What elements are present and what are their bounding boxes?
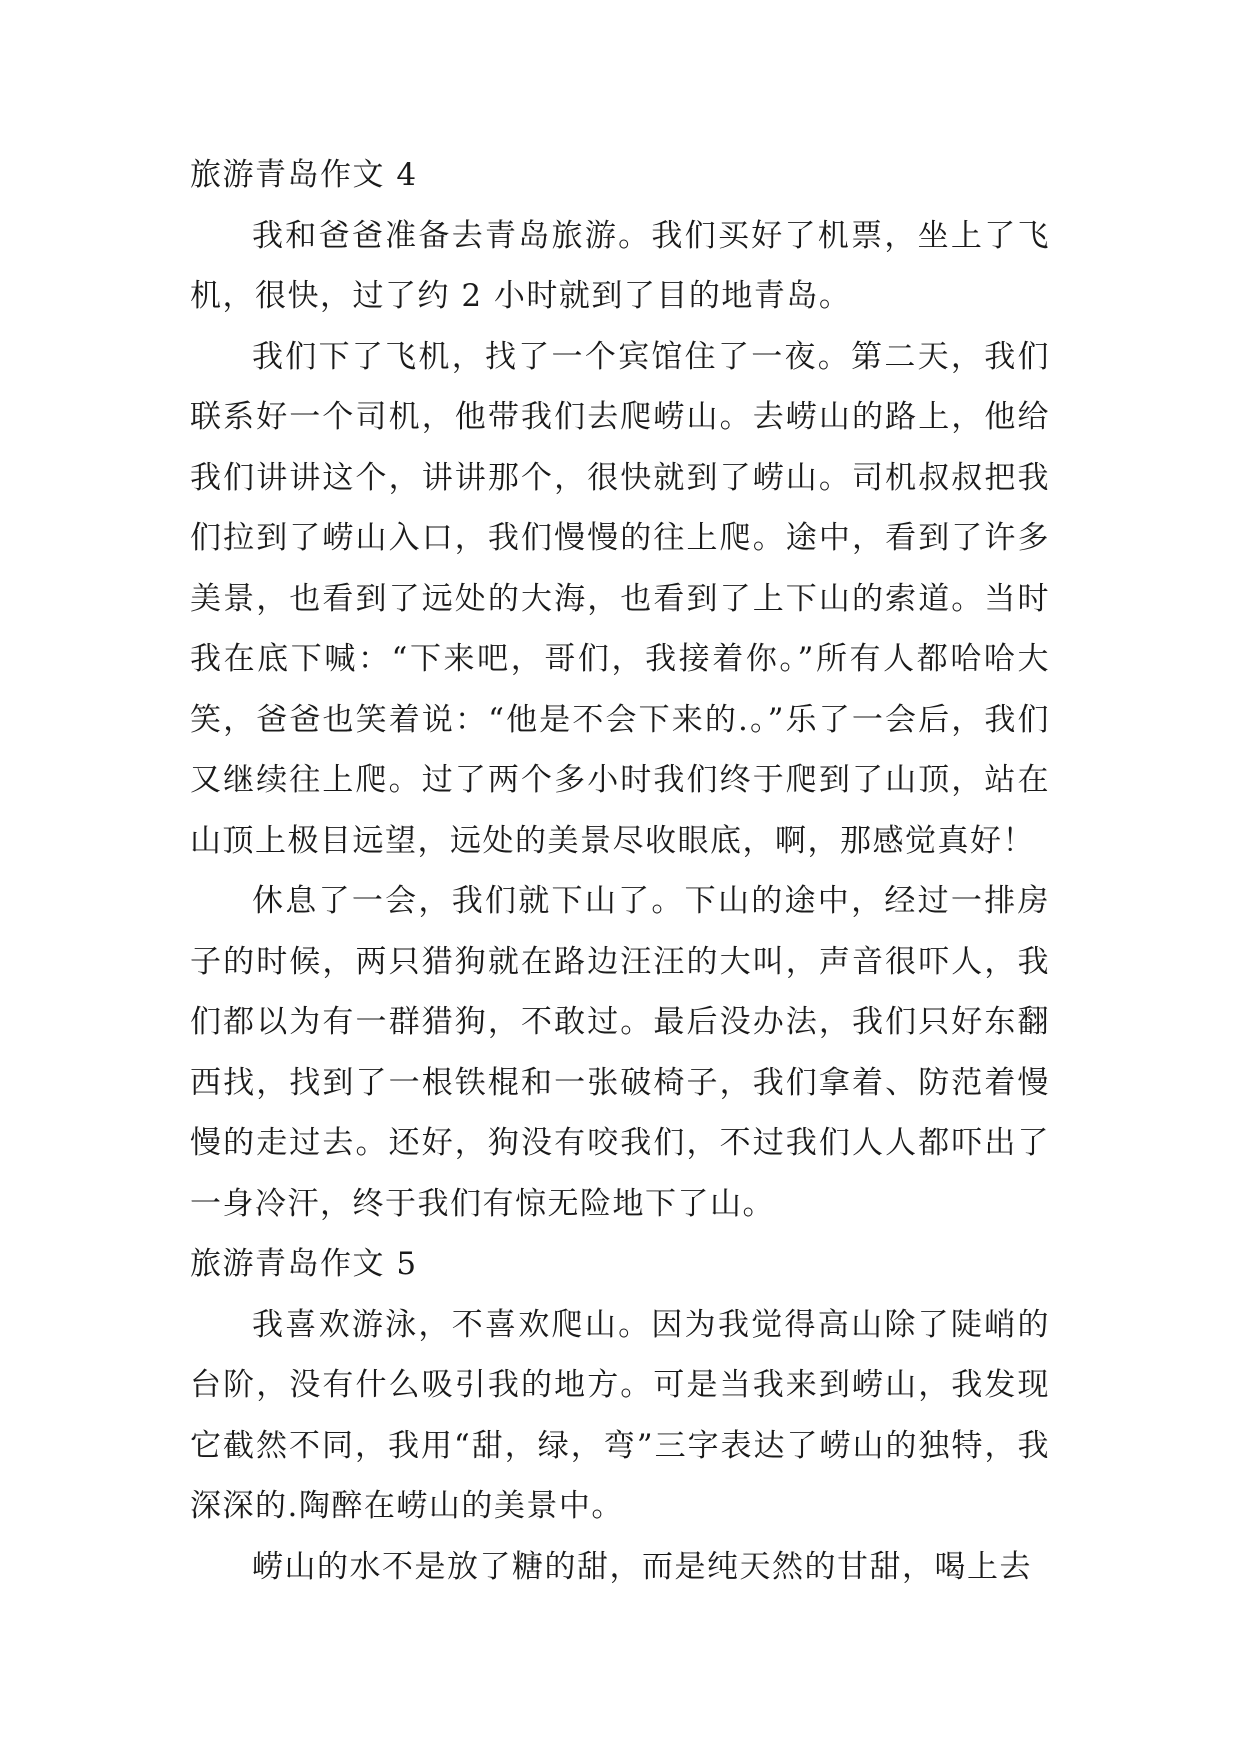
paragraph: 我喜欢游泳，不喜欢爬山。因为我觉得高山除了陡峭的台阶，没有什么吸引我的地方。可是当我来到崂山，我发现它截然不同，我用“甜，绿，弯”三字表达了崂山的独特，我深深的.陶醉在崂山的美景中。 bbox=[190, 1306, 1050, 1524]
section-heading: 旅游青岛作文 5 bbox=[190, 1246, 418, 1282]
paragraph: 崂山的水不是放了糖的甜，而是纯天然的甘甜，喝上去 bbox=[252, 1548, 1032, 1585]
document-page bbox=[190, 145, 1050, 1597]
paragraph: 我和爸爸准备去青岛旅游。我们买好了机票，坐上了飞机，很快，过了约 2 小时就到了目的地青岛。 bbox=[190, 217, 1050, 314]
paragraph: 休息了一会，我们就下山了。下山的途中，经过一排房子的时候，两只猎狗就在路边汪汪的大叫，声音很吓人，我们都以为有一群猎狗，不敢过。最后没办法，我们只好东翻西找，找到了一根铁棍和一张破椅子，我们拿着、防范着慢慢的走过去。还好，狗没有咬我们，不过我们人人都吓出了一身冷汗，终于我们有惊无险地下了山。 bbox=[190, 883, 1050, 1222]
paragraph: 我们下了飞机，找了一个宾馆住了一夜。第二天，我们联系好一个司机，他带我们去爬崂山。去崂山的路上，他给我们讲讲这个，讲讲那个，很快就到了崂山。司机叔叔把我们拉到了崂山入口，我们慢慢的往上爬。途中，看到了许多美景，也看到了远处的大海，也看到了上下山的索道。当时我在底下喊：“下来吧，哥们，我接着你。”所有人都哈哈大笑，爸爸也笑着说：“他是不会下来的.。”乐了一会后，我们又继续往上爬。过了两个多小时我们终于爬到了山顶，站在山顶上极目远望，远处的美景尽收眼底，啊，那感觉真好！ bbox=[190, 338, 1050, 859]
section-essay-5 bbox=[190, 1234, 1050, 1597]
section-essay-4 bbox=[190, 145, 1050, 1234]
section-heading: 旅游青岛作文 4 bbox=[190, 157, 418, 193]
